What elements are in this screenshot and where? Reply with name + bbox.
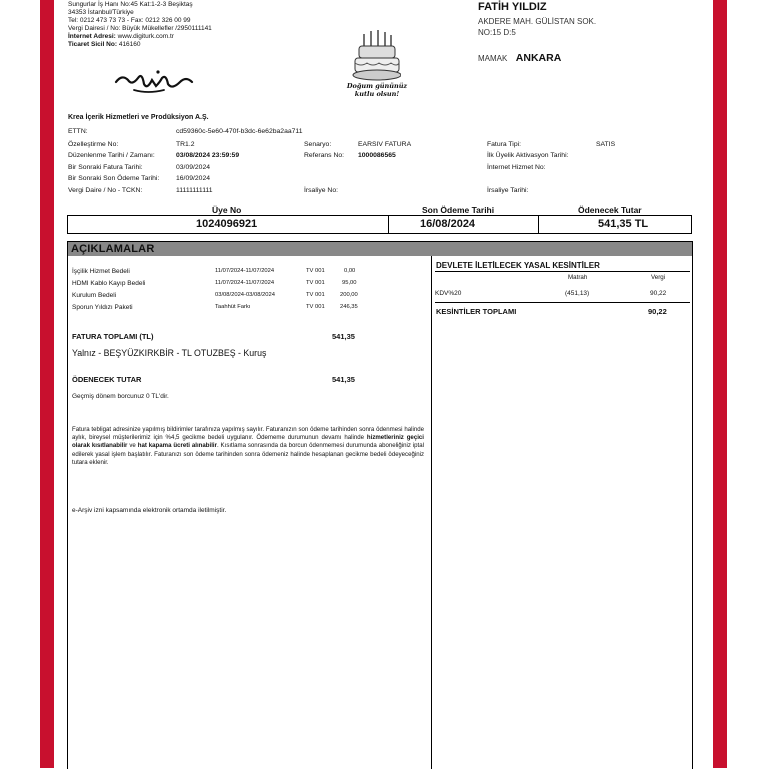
company-name: Krea İçerik Hizmetleri ve Prodüksiyon A.Ş. bbox=[68, 114, 209, 121]
customer-district: MAMAK bbox=[478, 54, 508, 63]
payable-value: 541,35 bbox=[332, 375, 355, 384]
registry-number: 416160 bbox=[118, 41, 141, 48]
scenario-value: EARSIV FATURA bbox=[358, 141, 412, 148]
birthday-line-1: Doğum gününüz bbox=[346, 82, 408, 90]
due-date-value: 16/08/2024 bbox=[420, 218, 476, 230]
customer-address-1: AKDERE MAH. GÜLİSTAN SOK. bbox=[478, 17, 597, 26]
kdv-label: KDV%20 bbox=[435, 290, 462, 297]
website-label: İnternet Adresi: bbox=[68, 33, 116, 40]
issue-date-label: Düzenlenme Tarihi / Zamanı: bbox=[68, 152, 155, 159]
page-edge-right bbox=[727, 0, 768, 768]
company-address-1: Sungurlar İş Hanı No:45 Kat:1-2-3 Beşiktaş bbox=[68, 1, 193, 8]
internet-service-label: İnternet Hizmet No: bbox=[487, 164, 546, 171]
invoice-type-label: Fatura Tipi: bbox=[487, 141, 521, 148]
ettn-label: ETTN: bbox=[68, 128, 88, 135]
details-box bbox=[67, 241, 693, 769]
company-phone: Tel: 0212 473 73 73 - Fax: 0212 326 00 99 bbox=[68, 17, 191, 24]
member-no-label: Üye No bbox=[212, 205, 242, 215]
note-text-2: ve bbox=[129, 442, 136, 450]
details-title: AÇIKLAMALAR bbox=[71, 243, 155, 255]
company-registry bbox=[68, 41, 141, 49]
tax-amount-header: Vergi bbox=[651, 274, 666, 281]
item-code: TV 001 bbox=[306, 292, 325, 298]
tax-title-underline bbox=[435, 271, 690, 272]
next-due-label: Bir Sonraki Son Ödeme Tarihi: bbox=[68, 175, 160, 182]
summary-box bbox=[67, 215, 692, 234]
birthday-cake-icon bbox=[351, 28, 401, 83]
page-edge-left bbox=[0, 0, 40, 768]
tax-total-value: 90,22 bbox=[648, 307, 667, 316]
past-debt-note: Geçmiş dönem borcunuz 0 TL'dir. bbox=[72, 393, 169, 400]
issue-date-value: 03/08/2024 23:59:59 bbox=[176, 152, 240, 159]
item-name: Sporun Yıldızı Paketi bbox=[72, 304, 133, 311]
company-address-2: 34353 İstanbul/Türkiye bbox=[68, 9, 134, 16]
invoice-total-label: FATURA TOPLAMI (TL) bbox=[72, 332, 154, 341]
website-url: www.digiturk.com.tr bbox=[117, 33, 174, 40]
item-name: HDMI Kablo Kayıp Bedeli bbox=[72, 280, 146, 287]
amount-due-label: Ödenecek Tutar bbox=[578, 205, 642, 215]
item-code: TV 001 bbox=[306, 268, 325, 274]
payment-terms-note bbox=[72, 426, 424, 467]
registry-label: Ticaret Sicil No: bbox=[68, 41, 118, 48]
item-period: 11/07/2024-11/07/2024 bbox=[215, 280, 275, 286]
dispatch-no-label: İrsaliye No: bbox=[304, 187, 338, 194]
item-name: İşçilik Hizmet Bedeli bbox=[72, 268, 130, 275]
red-border-left bbox=[40, 0, 54, 768]
customization-value: TR1.2 bbox=[176, 141, 195, 148]
item-period: 03/08/2024-03/08/2024 bbox=[215, 292, 275, 298]
scenario-label: Senaryo: bbox=[304, 141, 332, 148]
reference-label: Referans No: bbox=[304, 152, 345, 159]
kdv-tax: 90,22 bbox=[650, 290, 667, 297]
birthday-greeting bbox=[342, 82, 412, 98]
ettn-value: cd59360c-5e60-470f-b3dc-6e62ba2aa711 bbox=[176, 128, 303, 135]
note-bold-1: hizmetleriniz geçici olarak kısıtlanabilir bbox=[72, 434, 424, 450]
amount-due-value: 541,35 TL bbox=[598, 218, 649, 230]
note-text-1: Fatura tebligat adresinize yapılmış bildirimler tarafınıza yapılmış sayılır. Faturanızın son ödeme tarihinden sonra ödenmesi halinde aylık, bireysel müşterilerimiz için %4,5 gecikme bedeli uygulanır. Ödememe durumunun devamı halinde bbox=[72, 426, 424, 442]
item-code: TV 001 bbox=[306, 304, 325, 310]
summary-divider-1 bbox=[388, 216, 389, 233]
item-amount: 95,00 bbox=[342, 280, 357, 286]
invoice-page bbox=[54, 0, 713, 768]
customer-city: ANKARA bbox=[515, 52, 562, 64]
item-amount: 200,00 bbox=[340, 292, 358, 298]
due-date-label: Son Ödeme Tarihi bbox=[422, 205, 495, 215]
signature-image bbox=[114, 64, 194, 96]
company-website bbox=[68, 33, 174, 41]
activation-label: İlk Üyelik Aktivasyon Tarihi: bbox=[487, 152, 569, 159]
tax-total-label: KESİNTİLER TOPLAMI bbox=[436, 307, 517, 316]
next-invoice-label: Bir Sonraki Fatura Tarihi: bbox=[68, 164, 143, 171]
tax-total-divider bbox=[435, 302, 690, 303]
item-period: 11/07/2024-11/07/2024 bbox=[215, 268, 275, 274]
e-archive-note: e-Arşiv izni kapsamında elektronik ortamda iletilmiştir. bbox=[72, 507, 227, 514]
customer-city-line bbox=[478, 48, 561, 66]
reference-value: 1000086565 bbox=[358, 152, 396, 159]
tax-section-title: DEVLETE İLETİLECEK YASAL KESİNTİLER bbox=[436, 261, 600, 270]
member-no-value: 1024096921 bbox=[196, 218, 258, 230]
tax-base-header: Matrah bbox=[568, 274, 588, 281]
birthday-line-2: kutlu olsun! bbox=[354, 90, 400, 98]
summary-divider-2 bbox=[538, 216, 539, 233]
customization-label: Özelleştirme No: bbox=[68, 141, 119, 148]
details-header bbox=[68, 242, 692, 256]
note-bold-2: hat kapama ücreti alınabilir bbox=[137, 442, 217, 450]
item-amount: 0,00 bbox=[344, 268, 356, 274]
invoice-total-value: 541,35 bbox=[332, 332, 355, 341]
payable-label: ÖDENECEK TUTAR bbox=[72, 375, 142, 384]
dispatch-date-label: İrsaliye Tarihi: bbox=[487, 187, 529, 194]
item-code: TV 001 bbox=[306, 280, 325, 286]
customer-name: FATİH YILDIZ bbox=[478, 1, 547, 13]
note-text-3: . Kısıtlama sonrasında da borcun ödenmemesi durumunda aboneliğiniz iptal edilerek yasal işlem başlatılır. Faturanızı son ödeme tarihinden sonra ödemeniz halinde hesaplanan gecikme bedeli ödeyeceğiniz tutara eklenir. bbox=[72, 442, 424, 466]
company-tax-info: Vergi Dairesi / No: Büyük Mükellefler /2950111141 bbox=[68, 25, 212, 32]
total-in-words: Yalnız - BEŞYÜZKIRKBİR - TL OTUZBEŞ - Kuruş bbox=[72, 348, 267, 358]
item-name: Kurulum Bedeli bbox=[72, 292, 117, 299]
red-border-right bbox=[713, 0, 727, 768]
item-period: Taahhüt Farkı bbox=[215, 304, 251, 310]
item-amount: 246,35 bbox=[340, 304, 358, 310]
next-due-value: 16/09/2024 bbox=[176, 175, 211, 182]
next-invoice-value: 03/09/2024 bbox=[176, 164, 211, 171]
customer-address-2: NO:15 D:5 bbox=[478, 28, 516, 37]
tax-no-value: 11111111111 bbox=[176, 187, 213, 194]
details-divider bbox=[431, 256, 432, 769]
kdv-base: (451,13) bbox=[565, 290, 590, 297]
invoice-type-value: SATIS bbox=[596, 141, 616, 148]
tax-no-label: Vergi Daire / No - TCKN: bbox=[68, 187, 143, 194]
